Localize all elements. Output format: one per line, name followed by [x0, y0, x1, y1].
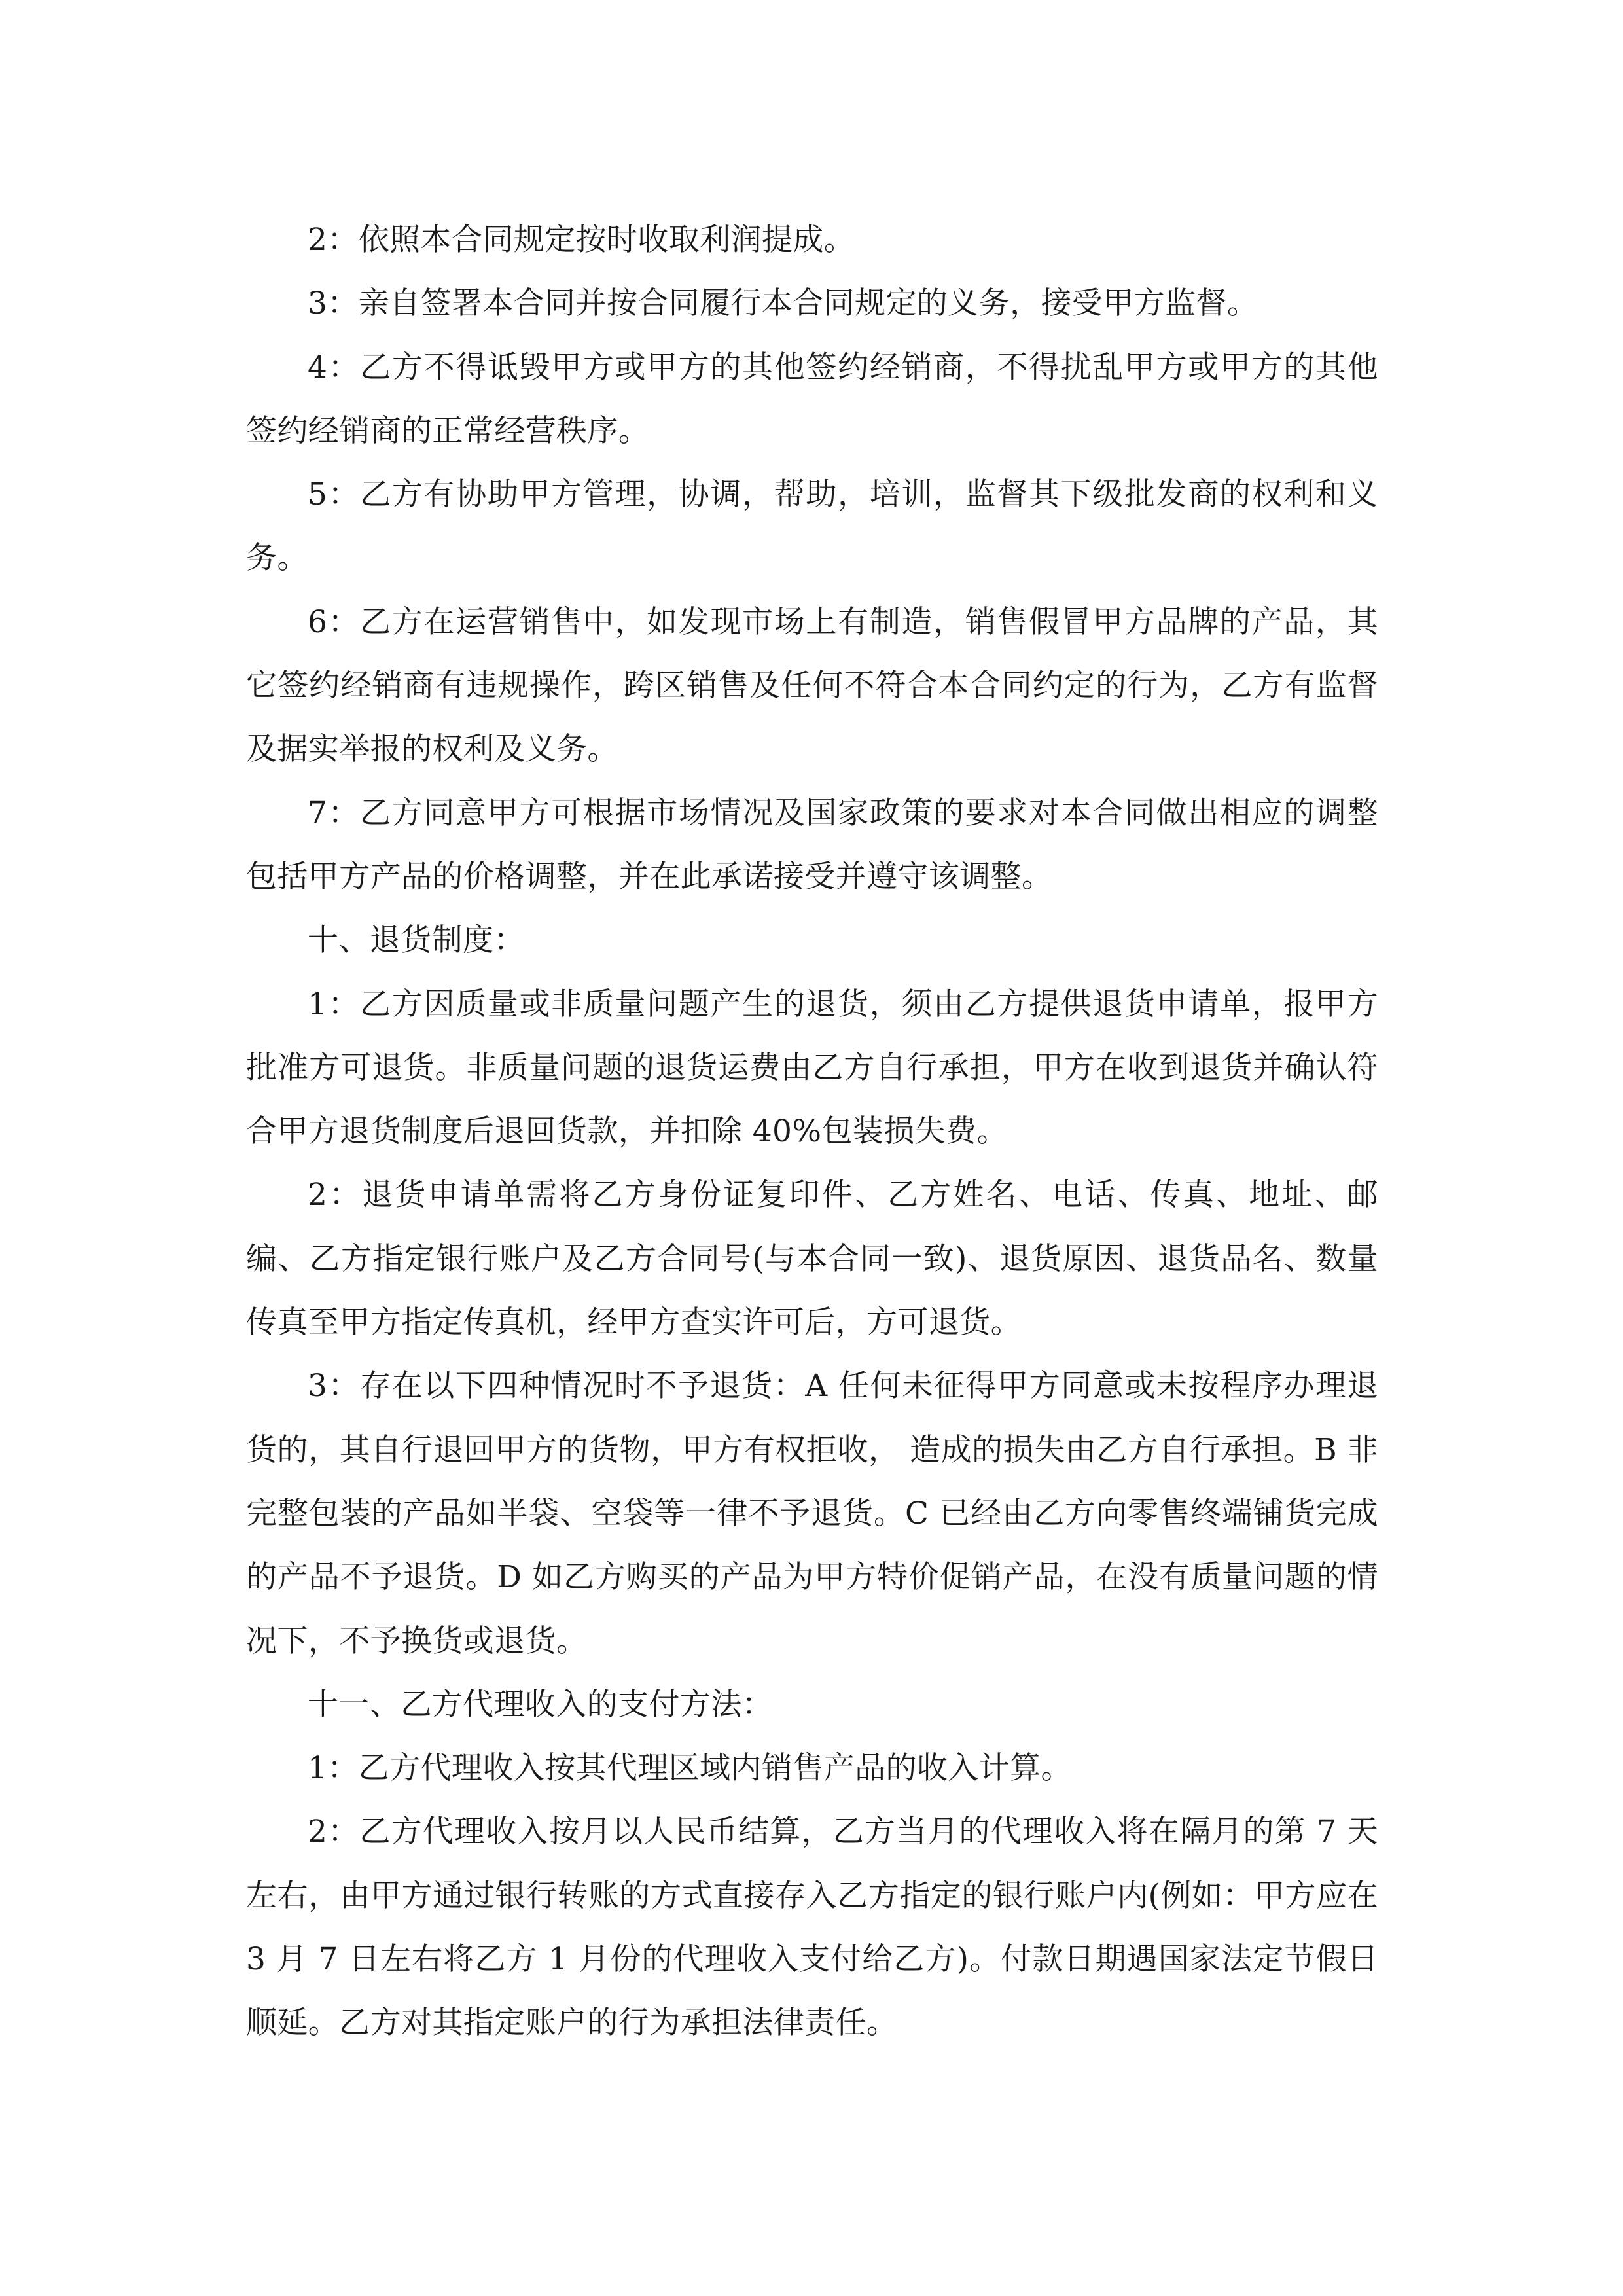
paragraph-clause-2-profit: 2：依照本合同规定按时收取利润提成。 [308, 222, 855, 258]
section-heading-payment: 十一、乙方代理收入的支付方法： [308, 1686, 773, 1723]
paragraph-returns-3: 3：存在以下四种情况时不予退货：A 任何未征得甲方同意或未按程序办理退货的，其自行退回甲方的货物，甲方有权拒收， 造成的损失由乙方自行承担。B 非完整包装的产品如半袋、空袋等一律不予退货。C 已经由乙方向零售终端铺货完成的产品不予退货。D 如乙方购买的产品为甲方特价促销产品，在没有质量问题的情况下，不予换货或退货。 [246, 1368, 1378, 1659]
paragraph-payment-1: 1：乙方代理收入按其代理区域内销售产品的收入计算。 [308, 1750, 1072, 1787]
paragraph-clause-5-assist: 5：乙方有协助甲方管理，协调，帮助，培训，监督其下级批发商的权利和义务。 [246, 476, 1378, 577]
paragraph-returns-1: 1：乙方因质量或非质量问题产生的退货，须由乙方提供退货申请单，报甲方批准方可退货。非质量问题的退货运费由乙方自行承担，甲方在收到退货并确认符合甲方退货制度后退回货款，并扣除 40%包装损失费。 [246, 986, 1378, 1150]
contract-text-body [246, 208, 1378, 2055]
paragraph-clause-6-report: 6：乙方在运营销售中，如发现市场上有制造，销售假冒甲方品牌的产品，其它签约经销商有违规操作，跨区销售及任何不符合本合同约定的行为，乙方有监督及据实举报的权利及义务。 [246, 603, 1378, 768]
paragraph-clause-4-no-defame: 4：乙方不得诋毁甲方或甲方的其他签约经销商，不得扰乱甲方或甲方的其他签约经销商的正常经营秩序。 [246, 349, 1378, 449]
paragraph-returns-2: 2：退货申请单需将乙方身份证复印件、乙方姓名、电话、传真、地址、邮编、乙方指定银行账户及乙方合同号(与本合同一致)、退货原因、退货品名、数量传真至甲方指定传真机，经甲方查实许可后，方可退货。 [246, 1177, 1378, 1341]
paragraph-payment-2: 2：乙方代理收入按月以人民币结算，乙方当月的代理收入将在隔月的第 7 天左右，由甲方通过银行转账的方式直接存入乙方指定的银行账户内(例如：甲方应在 3 月 7 日左右将乙方 1 月份的代理收入支付给乙方)。付款日期遇国家法定节假日顺延。乙方对其指定账户的行为承担法律责任。 [246, 1814, 1378, 2041]
paragraph-clause-7-adjust: 7：乙方同意甲方可根据市场情况及国家政策的要求对本合同做出相应的调整包括甲方产品的价格调整，并在此承诺接受并遵守该调整。 [246, 795, 1378, 895]
paragraph-clause-3-sign: 3：亲自签署本合同并按合同履行本合同规定的义务，接受甲方监督。 [308, 285, 1258, 322]
section-heading-returns: 十、退货制度： [308, 922, 525, 959]
